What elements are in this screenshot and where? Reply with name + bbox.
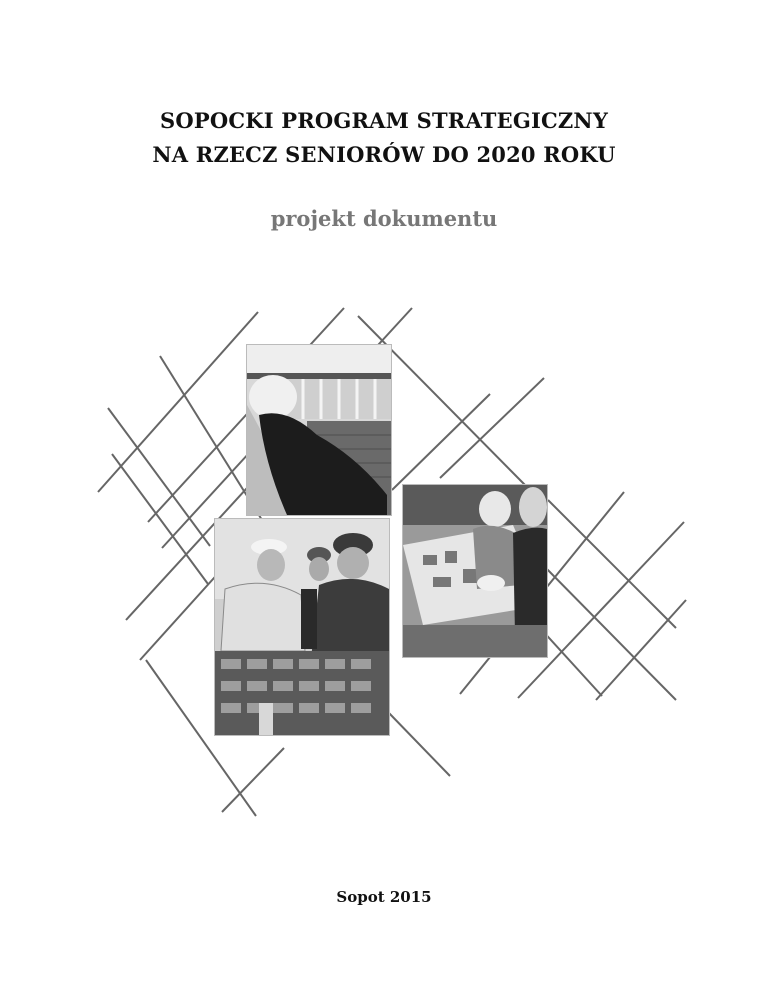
photo-seniors-conversing (214, 518, 390, 736)
document-title (0, 104, 768, 172)
photo-seniors-at-table (402, 484, 548, 658)
title-line-2: NA RZECZ SENIORÓW DO 2020 ROKU (152, 142, 616, 167)
document-subtitle: projekt dokumentu (270, 206, 498, 231)
photo-senior-on-pier (246, 344, 392, 516)
publication-place-year: Sopot 2015 (336, 888, 432, 906)
title-line-1: SOPOCKI PROGRAM STRATEGICZNY (159, 108, 609, 133)
